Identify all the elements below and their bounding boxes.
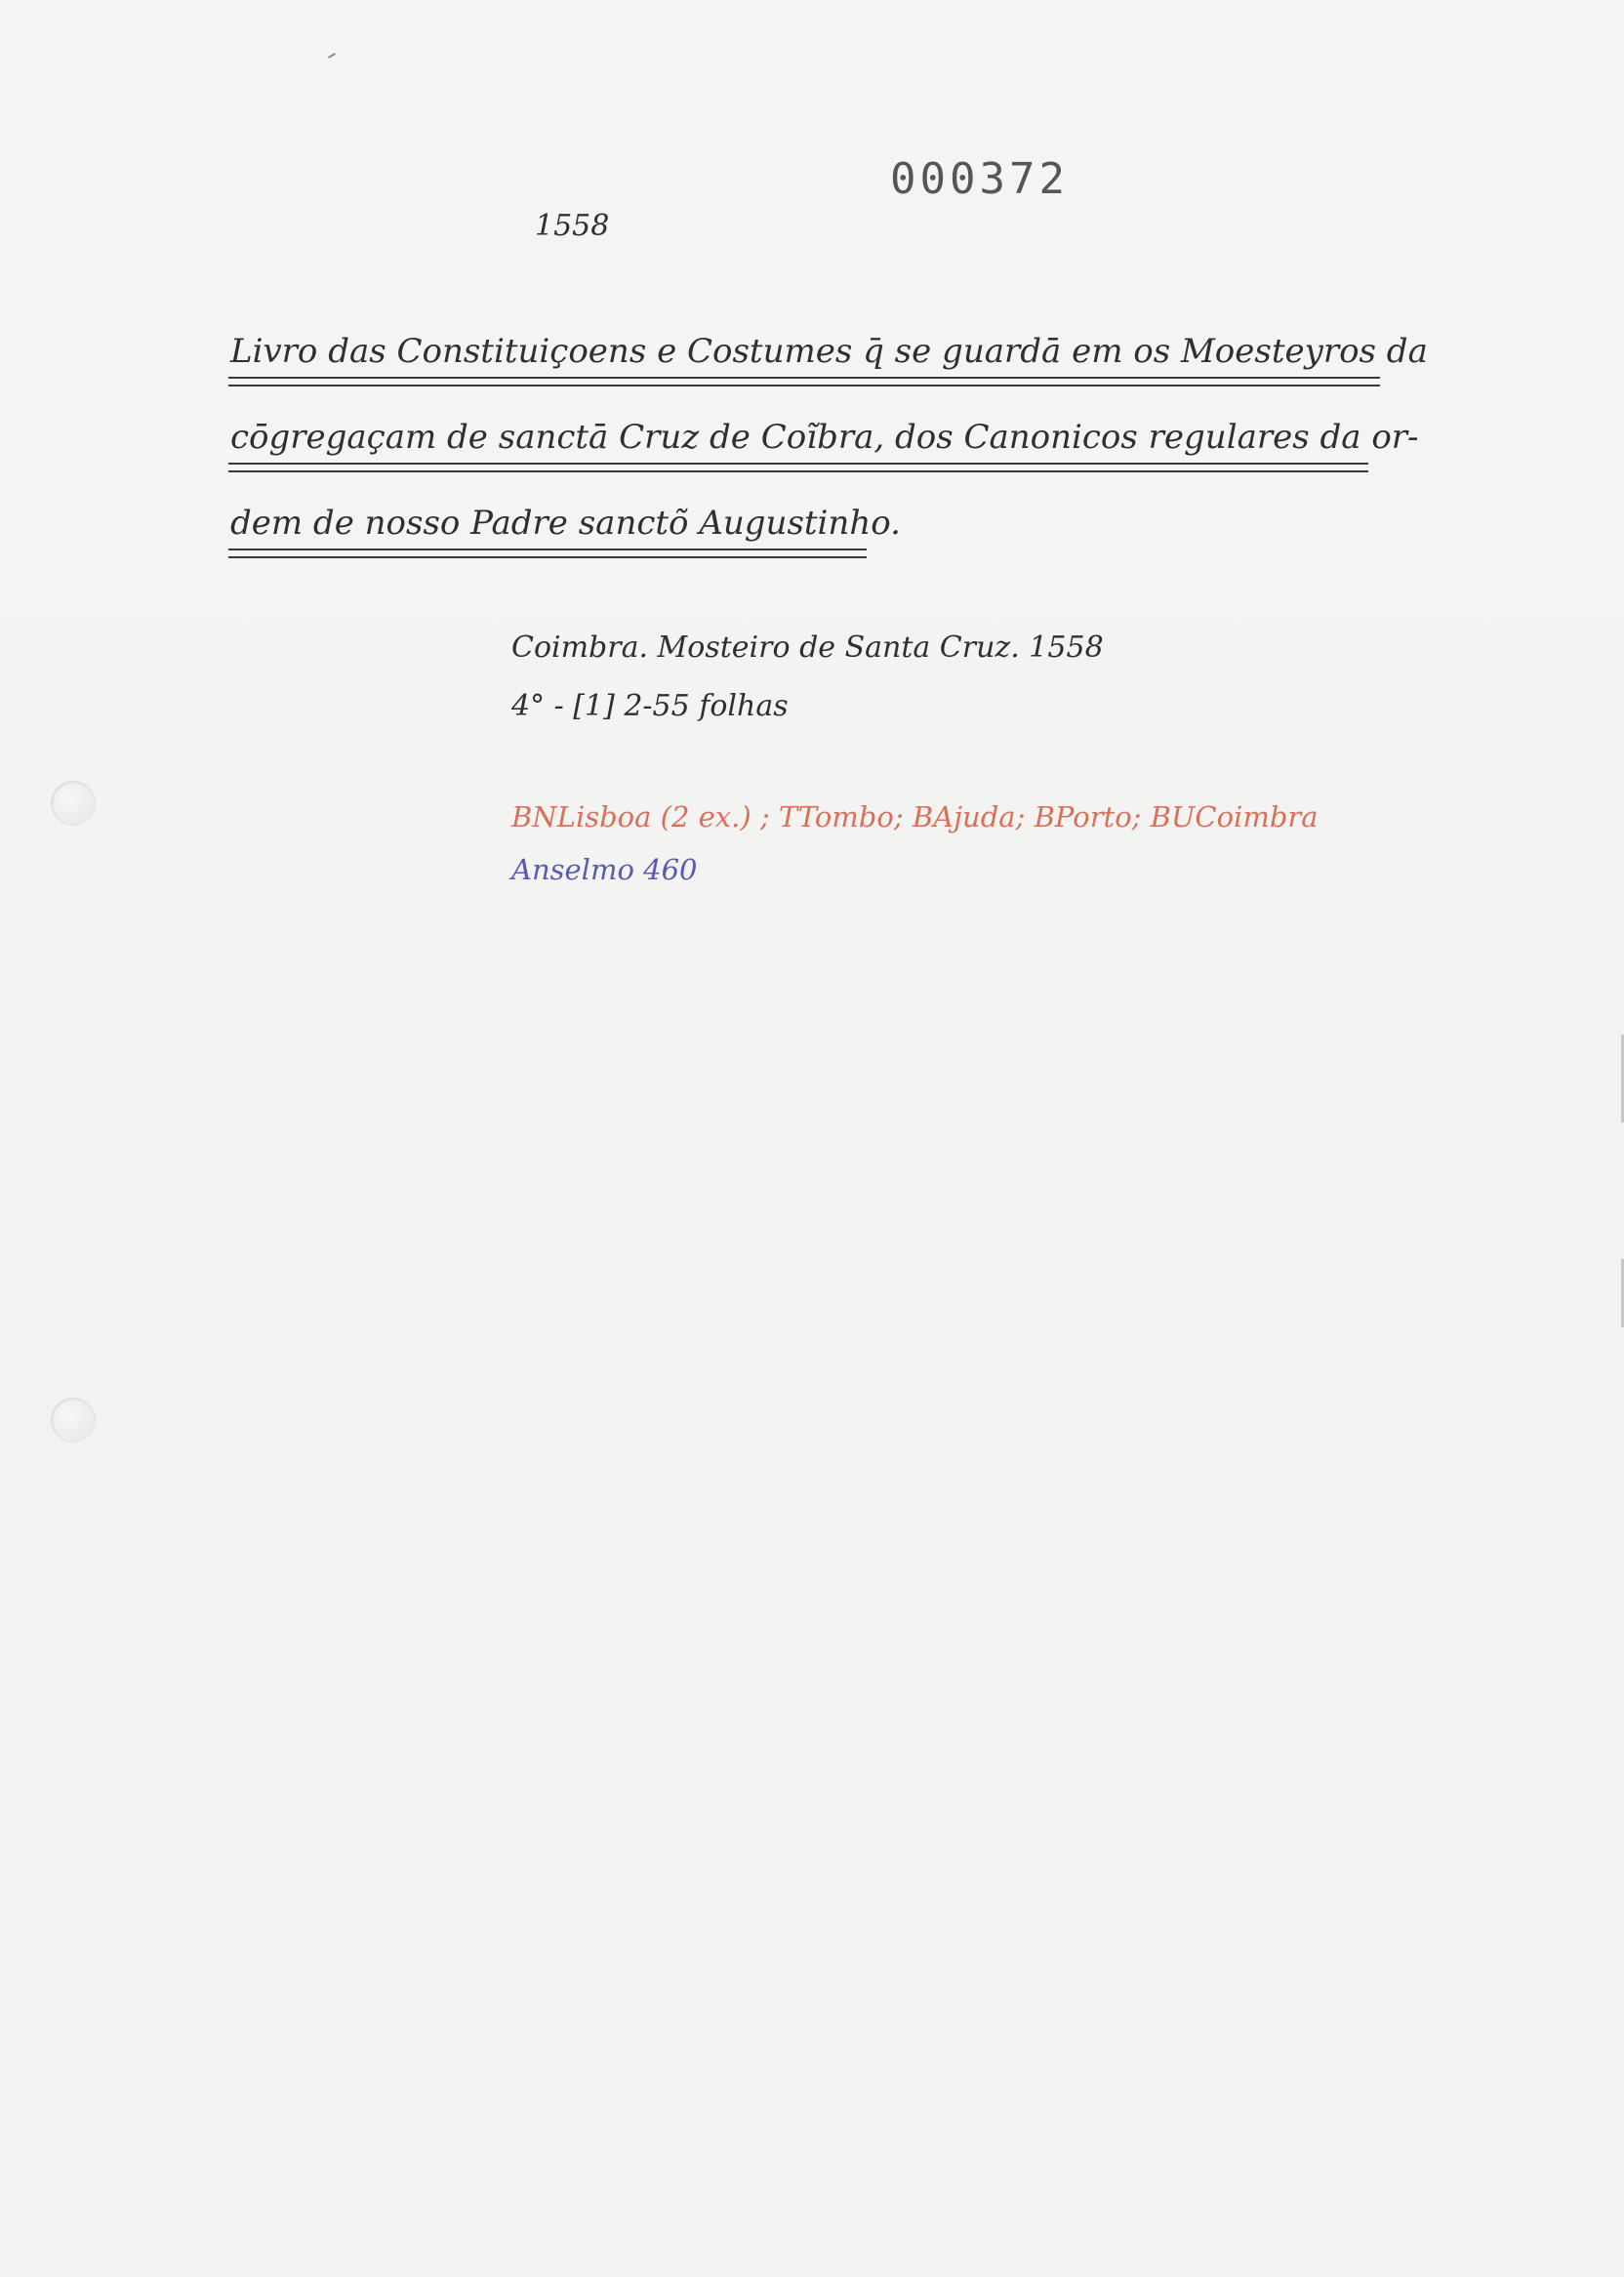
ink-speck	[328, 53, 336, 59]
title-line-3-text: dem de nosso Padre sanctõ Augustinho.	[230, 504, 901, 543]
physical-extent: 4° - [1] 2-55 folhas	[511, 689, 789, 723]
title-line-1	[230, 332, 1428, 375]
library-holdings: BNLisboa (2 ex.) ; TTombo; BAjuda; BPorto; BUCoimbra	[511, 800, 1319, 834]
title-underline-2b	[228, 470, 1368, 472]
title-line-3	[230, 504, 901, 547]
publication-year: 1558	[535, 209, 610, 243]
bibliographic-reference: Anselmo 460	[511, 853, 698, 886]
title-line-2	[230, 418, 1419, 461]
title-underline-3b	[228, 556, 867, 558]
imprint: Coimbra. Mosteiro de Santa Cruz. 1558	[511, 630, 1104, 665]
title-line-1-text: Livro das Constituiçoens e Costumes q̄ se guardā em os Moesteyros da	[230, 332, 1428, 371]
punch-hole-lower	[51, 1398, 96, 1443]
title-underline-3a	[228, 549, 867, 550]
title-underline-2a	[228, 463, 1368, 465]
title-underline-1a	[228, 377, 1380, 379]
stamp-number: 000372	[890, 154, 1069, 204]
title-underline-1b	[228, 385, 1380, 386]
punch-hole-upper	[51, 781, 96, 826]
title-line-2-text: cōgregaçam de sanctā Cruz de Coĩbra, dos Canonicos regulares da or-	[230, 418, 1419, 457]
